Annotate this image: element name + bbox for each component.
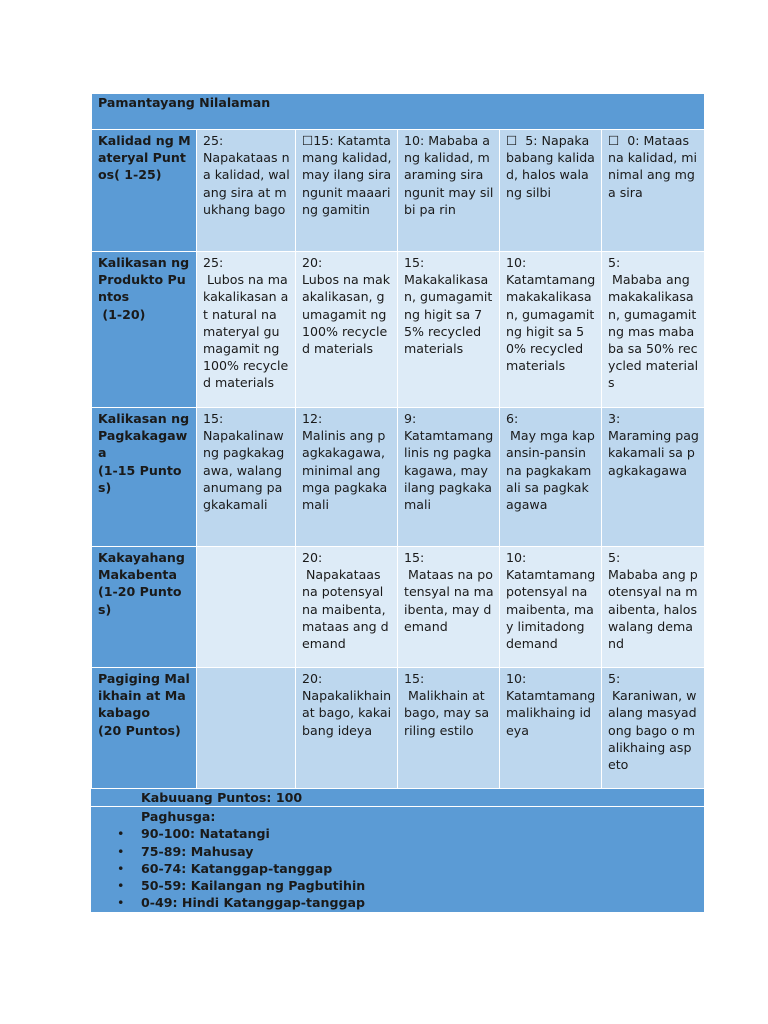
bullet-icon: • [117, 878, 125, 894]
judging-label: Paghusga: [141, 809, 216, 825]
score-cell: 10: Katamtamang makakalikasan, gumagamit ng higit sa 50% recycled materials [500, 252, 602, 408]
criterion-cell: Kalikasan ng Produkto Puntos (1-20) [92, 252, 197, 408]
score-cell: 12: Malinis ang pagkakagawa, minimal ang mga pagkakamali [296, 408, 398, 547]
table-row [92, 668, 705, 789]
score-cell: 25: Napakataas na kalidad, walang sira at mukhang bago [197, 130, 296, 252]
score-cell: 15: Mataas na potensyal na maibenta, may demand [398, 547, 500, 668]
table-row [92, 408, 705, 547]
title-row [92, 94, 705, 130]
table-row [92, 547, 705, 668]
score-cell: 15: Napakalinawng pagkakagawa, walang anumang pagkakamali [197, 408, 296, 547]
judging-item: 50-59: Kailangan ng Pagbutihin [141, 878, 366, 894]
bullet-icon: • [117, 843, 125, 859]
bullet-icon: • [117, 860, 125, 876]
list-item [91, 843, 704, 860]
score-cell: 15: Malikhain at bago, may sariling estilo [398, 668, 500, 789]
list-item [91, 860, 704, 877]
judging-item: 75-89: Mahusay [141, 843, 254, 859]
list-item [91, 877, 704, 894]
list-item [91, 825, 704, 842]
score-cell [197, 668, 296, 789]
judging-item: 90-100: Natatangi [141, 826, 270, 842]
table-title: Pamantayang Nilalaman [92, 94, 705, 130]
score-cell: 15: Makakalikasan, gumagamit ng higit sa 75% recycled materials [398, 252, 500, 408]
list-item [91, 894, 704, 911]
criterion-cell: Kalidad ng Materyal Puntos( 1-25) [92, 130, 197, 252]
table-row [92, 252, 705, 408]
rubric-document [91, 93, 704, 912]
judging-item: 60-74: Katanggap-tanggap [141, 860, 333, 876]
judging-section [91, 807, 704, 912]
total-points: Kabuuang Puntos: 100 [91, 789, 704, 807]
score-cell: 6: May mga kapansin-pansin na pagkakamali sa pagkakagawa [500, 408, 602, 547]
score-cell [197, 547, 296, 668]
score-cell: 3: Maraming pagkakamali sa pagkakagawa [602, 408, 705, 547]
judging-item: 0-49: Hindi Katanggap-tanggap [141, 895, 366, 911]
judging-list [117, 825, 704, 911]
score-cell: 5: Mababa ang makakalikasan, gumagamit ng mas mababa sa 50% recycled materials [602, 252, 705, 408]
score-cell: ☐ 0: Mataas na kalidad, minimal ang mga sira [602, 130, 705, 252]
score-cell: 10: Katamtamang potensyal na maibenta, may limitadong demand [500, 547, 602, 668]
score-cell: 5: Mababa ang potensyal na maibenta, halos walang demand [602, 547, 705, 668]
criterion-cell: Kakayahang Makabenta (1-20 Puntos) [92, 547, 197, 668]
score-cell: 20: Napakataas na potensyal na maibenta, mataas ang demand [296, 547, 398, 668]
score-cell: 10: Mababa ang kalidad, maraming sira ngunit may silbi pa rin [398, 130, 500, 252]
score-cell: ☐ 5: Napakababang kalidad, halos walang silbi [500, 130, 602, 252]
score-cell: ☐15: Katamtamang kalidad, may ilang sira ngunit maaaring gamitin [296, 130, 398, 252]
criterion-cell: Kalikasan ng Pagkakagawa (1-15 Puntos) [92, 408, 197, 547]
score-cell: 20: Lubos na makakalikasan, gumagamit ng 100% recycled materials [296, 252, 398, 408]
bullet-icon: • [117, 895, 125, 911]
criterion-cell: Pagiging Malikhain at Makabago (20 Puntos) [92, 668, 197, 789]
score-cell: 20: Napakalikhain at bago, kakaibang ideya [296, 668, 398, 789]
score-cell: 10: Katamtamang malikhaing ideya [500, 668, 602, 789]
rubric-table [91, 93, 705, 789]
score-cell: 25: Lubos na makakalikasan at natural na materyal gumagamit ng 100% recycled materials [197, 252, 296, 408]
bullet-icon: • [117, 826, 125, 842]
table-row [92, 130, 705, 252]
rubric-footer [91, 789, 704, 912]
score-cell: 9: Katamtamang linis ng pagkakagawa, may ilang pagkakamali [398, 408, 500, 547]
score-cell: 5: Karaniwan, walang masyadong bago o malikhaing aspeto [602, 668, 705, 789]
